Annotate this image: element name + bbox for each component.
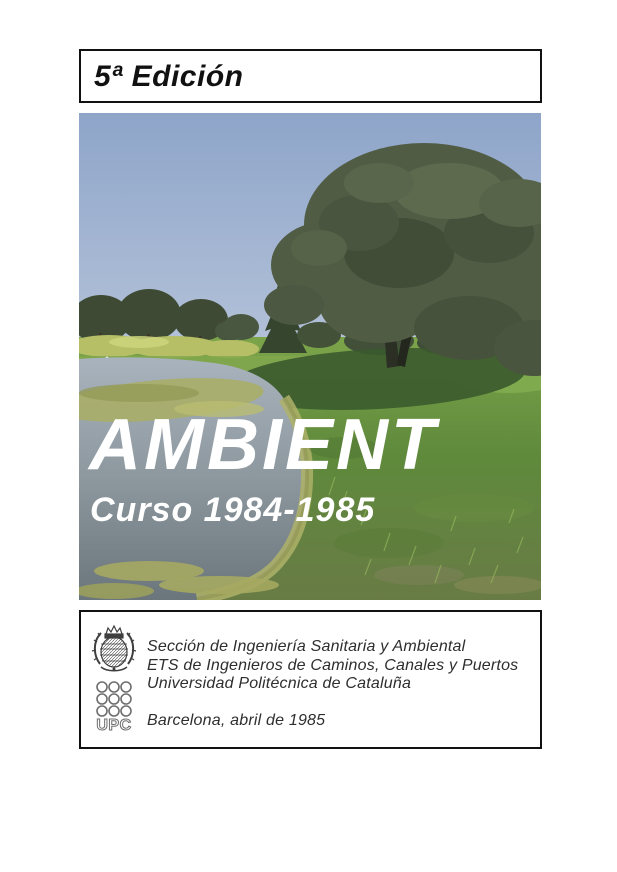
org-line-3: Universidad Politécnica de Cataluña: [147, 675, 412, 692]
cover-title: AMBIENT: [89, 405, 438, 485]
place-date: Barcelona, abril de 1985: [147, 711, 326, 729]
org-line-2: ETS de Ingenieros de Caminos, Canales y Puertos: [147, 656, 519, 674]
upc-logo: [91, 624, 137, 736]
edition-box: [79, 49, 542, 103]
upc-circles-icon: [97, 682, 131, 716]
imprint-text: [147, 638, 518, 730]
org-line-1: Sección de Ingeniería Sanitaria y Ambiental: [147, 638, 466, 655]
imprint-box: [79, 610, 542, 749]
upc-crest-icon: [92, 626, 136, 671]
edition-label: 5ª Edición: [94, 60, 244, 93]
upc-logo-text: UPC: [96, 717, 132, 734]
cover-photo: [79, 113, 541, 600]
cover-subtitle: Curso 1984-1985: [90, 491, 376, 529]
